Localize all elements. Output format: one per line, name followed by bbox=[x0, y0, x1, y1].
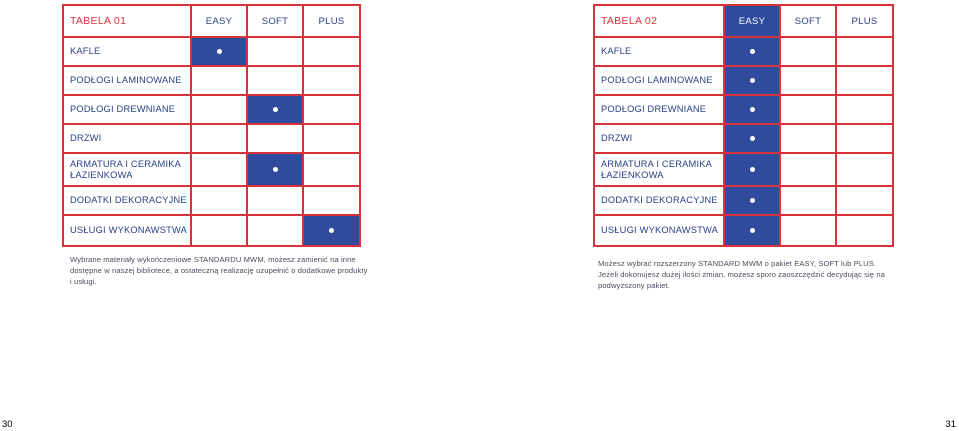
cell-soft bbox=[247, 95, 303, 124]
column-header-plus: PLUS bbox=[303, 5, 360, 37]
included-dot-icon bbox=[273, 107, 278, 112]
cell-plus bbox=[836, 95, 893, 124]
cell-easy bbox=[191, 95, 247, 124]
column-header-plus: PLUS bbox=[836, 5, 893, 37]
cell-easy bbox=[191, 153, 247, 186]
included-dot-icon bbox=[750, 78, 755, 83]
cell-plus bbox=[303, 66, 360, 95]
package-table-right bbox=[593, 4, 894, 247]
cell-easy bbox=[191, 37, 247, 66]
row-label: DODATKI DEKORACYJNE bbox=[594, 186, 724, 215]
cell-soft bbox=[780, 124, 836, 153]
cell-plus bbox=[836, 66, 893, 95]
row-label: PODŁOGI LAMINOWANE bbox=[594, 66, 724, 95]
row-label: DODATKI DEKORACYJNE bbox=[63, 186, 191, 215]
included-dot-icon bbox=[273, 167, 278, 172]
cell-plus bbox=[303, 153, 360, 186]
table-row bbox=[594, 186, 893, 215]
cell-plus bbox=[836, 37, 893, 66]
row-label: PODŁOGI DREWNIANE bbox=[63, 95, 191, 124]
table-row bbox=[63, 95, 360, 124]
cell-easy bbox=[191, 215, 247, 246]
cell-soft bbox=[780, 215, 836, 246]
row-label: ARMATURA I CERAMIKA ŁAZIENKOWA bbox=[594, 153, 724, 186]
cell-soft bbox=[780, 66, 836, 95]
table-row bbox=[63, 186, 360, 215]
table-row bbox=[63, 66, 360, 95]
cell-soft bbox=[247, 186, 303, 215]
cell-soft bbox=[247, 66, 303, 95]
cell-soft bbox=[780, 95, 836, 124]
table-body bbox=[594, 37, 893, 246]
cell-soft bbox=[247, 153, 303, 186]
included-dot-icon bbox=[329, 228, 334, 233]
cell-easy bbox=[724, 215, 780, 246]
table-header-row bbox=[63, 5, 360, 37]
table-row bbox=[594, 37, 893, 66]
page-number-left: 30 bbox=[2, 419, 13, 430]
row-label: KAFLE bbox=[63, 37, 191, 66]
cell-plus bbox=[303, 186, 360, 215]
right-note: Możesz wybrać rozszerzony STANDARD MWM o pakiet EASY, SOFT lub PLUS. Jeżeli dokonujesz dużej ilości zmian, możesz sporo zaoszczędzić decydując się na podwyższony pakiet. bbox=[598, 259, 885, 290]
table-row bbox=[63, 215, 360, 246]
included-dot-icon bbox=[750, 228, 755, 233]
included-dot-icon bbox=[750, 136, 755, 141]
table-title: TABELA 02 bbox=[594, 5, 724, 37]
row-label: DRZWI bbox=[594, 124, 724, 153]
cell-soft bbox=[780, 153, 836, 186]
cell-soft bbox=[247, 37, 303, 66]
table-row bbox=[594, 66, 893, 95]
cell-easy bbox=[191, 124, 247, 153]
cell-easy bbox=[724, 124, 780, 153]
included-dot-icon bbox=[217, 49, 222, 54]
table-row bbox=[594, 215, 893, 246]
cell-easy bbox=[724, 186, 780, 215]
package-table-left bbox=[62, 4, 361, 247]
included-dot-icon bbox=[750, 49, 755, 54]
included-dot-icon bbox=[750, 107, 755, 112]
cell-plus bbox=[303, 215, 360, 246]
included-dot-icon bbox=[750, 198, 755, 203]
cell-soft bbox=[780, 186, 836, 215]
row-label: KAFLE bbox=[594, 37, 724, 66]
table-row bbox=[594, 153, 893, 186]
left-note: Wybrane materiały wykończeniowe STANDARDU MWM, możesz zamienić na inne dostępne w naszej bibliotece, a ostateczną realizację uzupełnić o dodatkowe produkty i usługi. bbox=[70, 255, 368, 286]
table-body bbox=[63, 37, 360, 246]
cell-plus bbox=[836, 215, 893, 246]
cell-plus bbox=[303, 124, 360, 153]
page-number-right: 31 bbox=[945, 419, 956, 430]
table-row bbox=[594, 95, 893, 124]
row-label: PODŁOGI LAMINOWANE bbox=[63, 66, 191, 95]
cell-easy bbox=[191, 186, 247, 215]
cell-easy bbox=[724, 95, 780, 124]
included-dot-icon bbox=[750, 167, 755, 172]
cell-easy bbox=[191, 66, 247, 95]
cell-soft bbox=[247, 124, 303, 153]
cell-easy bbox=[724, 66, 780, 95]
table-row bbox=[63, 124, 360, 153]
column-header-soft: SOFT bbox=[780, 5, 836, 37]
table-row bbox=[594, 124, 893, 153]
row-label: USŁUGI WYKONAWSTWA bbox=[63, 215, 191, 246]
row-label: PODŁOGI DREWNIANE bbox=[594, 95, 724, 124]
table-header-row bbox=[594, 5, 893, 37]
cell-easy bbox=[724, 37, 780, 66]
cell-easy bbox=[724, 153, 780, 186]
cell-soft bbox=[247, 215, 303, 246]
table-row bbox=[63, 153, 360, 186]
cell-plus bbox=[836, 186, 893, 215]
row-label: DRZWI bbox=[63, 124, 191, 153]
column-header-easy: EASY bbox=[191, 5, 247, 37]
cell-plus bbox=[303, 95, 360, 124]
cell-soft bbox=[780, 37, 836, 66]
cell-plus bbox=[836, 124, 893, 153]
table-row bbox=[63, 37, 360, 66]
column-header-soft: SOFT bbox=[247, 5, 303, 37]
cell-plus bbox=[836, 153, 893, 186]
row-label: USŁUGI WYKONAWSTWA bbox=[594, 215, 724, 246]
table-title: TABELA 01 bbox=[63, 5, 191, 37]
column-header-easy: EASY bbox=[724, 5, 780, 37]
row-label: ARMATURA I CERAMIKA ŁAZIENKOWA bbox=[63, 153, 191, 186]
cell-plus bbox=[303, 37, 360, 66]
